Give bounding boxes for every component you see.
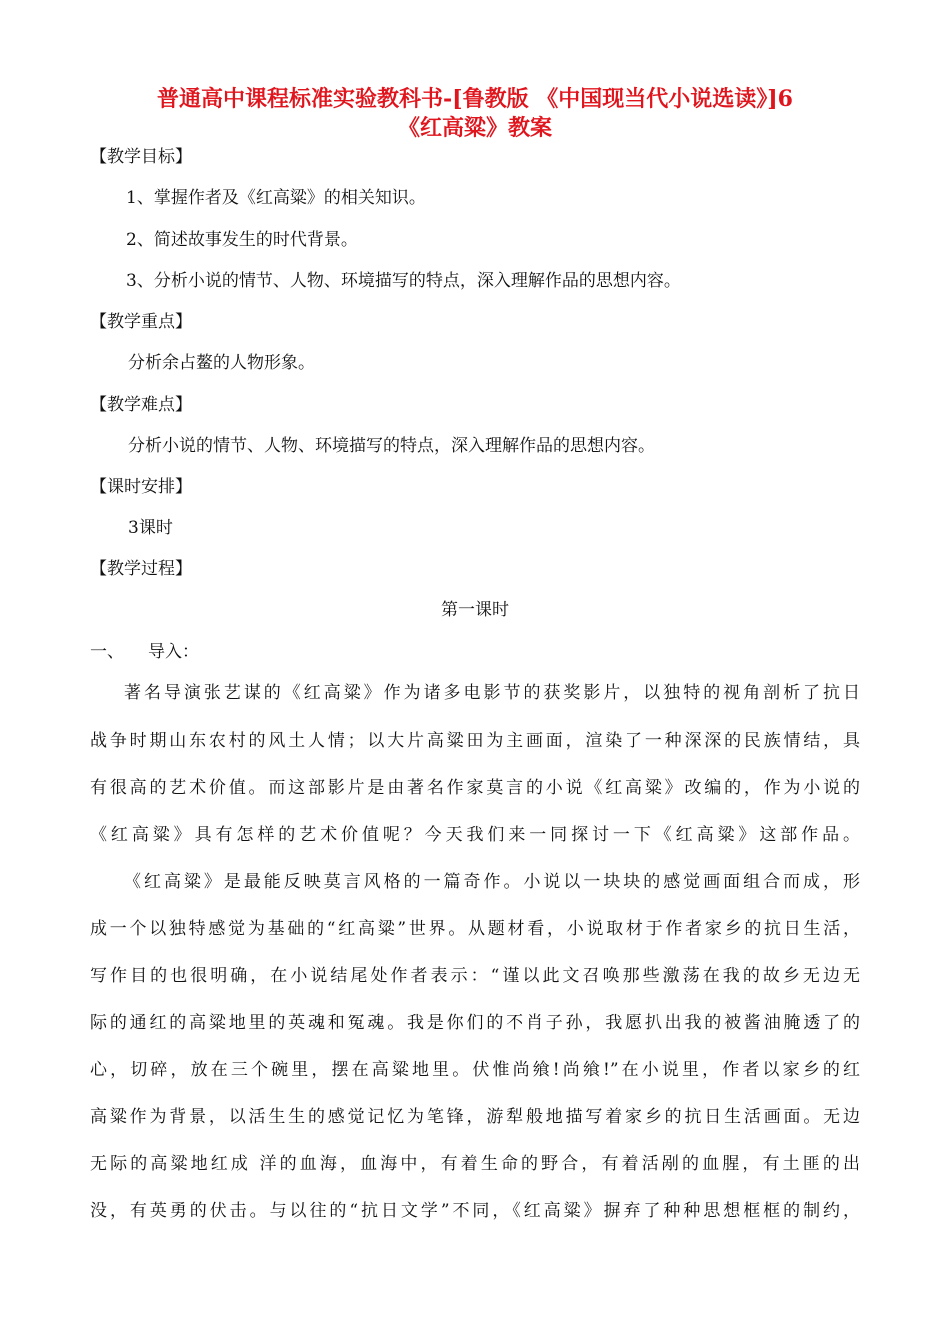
- schedule-text: 3课时: [128, 518, 173, 538]
- lesson-title: 第一课时: [441, 600, 509, 620]
- objective-item-2: 2、简述故事发生的时代背景。: [126, 230, 358, 250]
- paragraph1-line: 有很高的艺术价值。而这部影片是由著名作家莫言的小说《红高粱》改编的，作为小说的: [90, 778, 860, 798]
- paragraph2-line: 《红高粱》是最能反映莫言风格的一篇奇作。小说以一块块的感觉画面组合而成，形: [124, 872, 860, 892]
- key-points-text: 分析余占鳌的人物形象。: [128, 353, 315, 373]
- paragraph2-line: 写作目的也很明确，在小说结尾处作者表示：“谨以此文召唤那些激荡在我的故乡无边无: [90, 966, 860, 986]
- objective-item-3: 3、分析小说的情节、人物、环境描写的特点，深入理解作品的思想内容。: [126, 271, 681, 291]
- paragraph1-line: 战争时期山东农村的风土人情；以大片高粱田为主画面，渲染了一种深深的民族情结，具: [90, 731, 860, 751]
- document-title-line-2: 《红高粱》教案: [397, 115, 552, 141]
- difficulties-heading: 【教学难点】: [90, 395, 192, 415]
- schedule-heading: 【课时安排】: [90, 477, 192, 497]
- paragraph2-line: 心，切碎，放在三个碗里，摆在高粱地里。伏惟尚飨!尚飨!”在小说里，作者以家乡的红: [90, 1060, 860, 1080]
- paragraph2-line: 成一个以独特感觉为基础的“红高粱”世界。从题材看，小说取材于作者家乡的抗日生活，: [90, 919, 860, 939]
- paragraph2-line: 没，有英勇的伏击。与以往的“抗日文学”不同，《红高粱》摒弃了种种思想框框的制约，: [90, 1201, 860, 1221]
- difficulties-text: 分析小说的情节、人物、环境描写的特点，深入理解作品的思想内容。: [128, 436, 655, 456]
- key-points-heading: 【教学重点】: [90, 312, 192, 332]
- step-number: 一、: [90, 642, 124, 662]
- step-label: 导入：: [148, 642, 199, 662]
- process-heading: 【教学过程】: [90, 559, 192, 579]
- paragraph2-line: 际的通红的高粱地里的英魂和冤魂。我是你们的不肖子孙，我愿扒出我的被酱油腌透了的: [90, 1013, 860, 1033]
- paragraph2-line: 无际的高粱地红成 洋的血海，血海中，有着生命的野合，有着活剐的血腥，有土匪的出: [90, 1154, 860, 1174]
- objectives-heading: 【教学目标】: [90, 147, 192, 167]
- paragraph2-line: 高粱作为背景，以活生生的感觉记忆为笔锋，游犁般地描写着家乡的抗日生活画面。无边: [90, 1107, 860, 1127]
- document-title-line-1: 普通高中课程标准实验教科书-[鲁教版 《中国现当代小说选读》]6: [157, 86, 793, 112]
- paragraph1-line: 著名导演张艺谋的《红高粱》作为诸多电影节的获奖影片，以独特的视角剖析了抗日: [124, 683, 860, 703]
- paragraph1-line: 《红高粱》具有怎样的艺术价值呢？今天我们来一同探讨一下《红高粱》这部作品。: [90, 825, 860, 845]
- objective-item-1: 1、掌握作者及《红高粱》的相关知识。: [126, 188, 426, 208]
